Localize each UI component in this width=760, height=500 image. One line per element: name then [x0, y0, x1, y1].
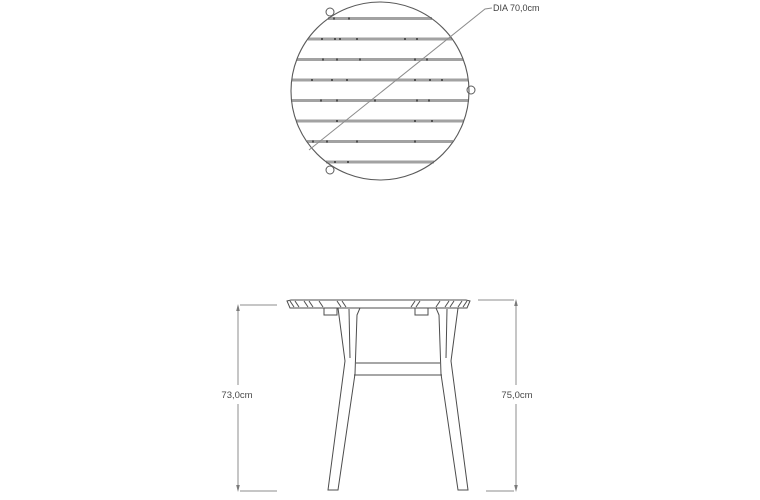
crossbar [354, 363, 442, 375]
left-leg [328, 308, 360, 490]
table-side-view [287, 300, 470, 490]
slat-gap [296, 120, 464, 123]
slat-gap [297, 58, 463, 61]
slat-gaps [291, 17, 469, 164]
arrow-down-icon [514, 485, 518, 492]
edge-tab-top-left [326, 8, 334, 16]
tabletop-circle [291, 2, 469, 180]
fixing-clip-right [415, 308, 428, 315]
edge-tab-right [467, 86, 475, 94]
fixing-clip-left [324, 308, 337, 315]
arrow-down-icon [236, 485, 240, 492]
edge-tab-bottom-left [326, 166, 334, 174]
slat-gap [326, 161, 434, 164]
slat-gap [291, 99, 469, 102]
slat-gap [308, 38, 452, 41]
slat-gap [307, 140, 453, 143]
arrow-up-icon [236, 304, 240, 311]
height-dimension-left [221, 304, 277, 492]
arrow-up-icon [514, 299, 518, 306]
diameter-label: DIA 70,0cm [493, 3, 540, 13]
height-dimension-right [478, 299, 533, 492]
table-top-view [291, 2, 540, 180]
height-label-left: 73,0cm [221, 390, 253, 401]
height-label-right: 75,0cm [501, 390, 533, 401]
right-leg [436, 308, 468, 490]
tabletop-side [287, 300, 470, 308]
slat-gap [328, 17, 432, 20]
